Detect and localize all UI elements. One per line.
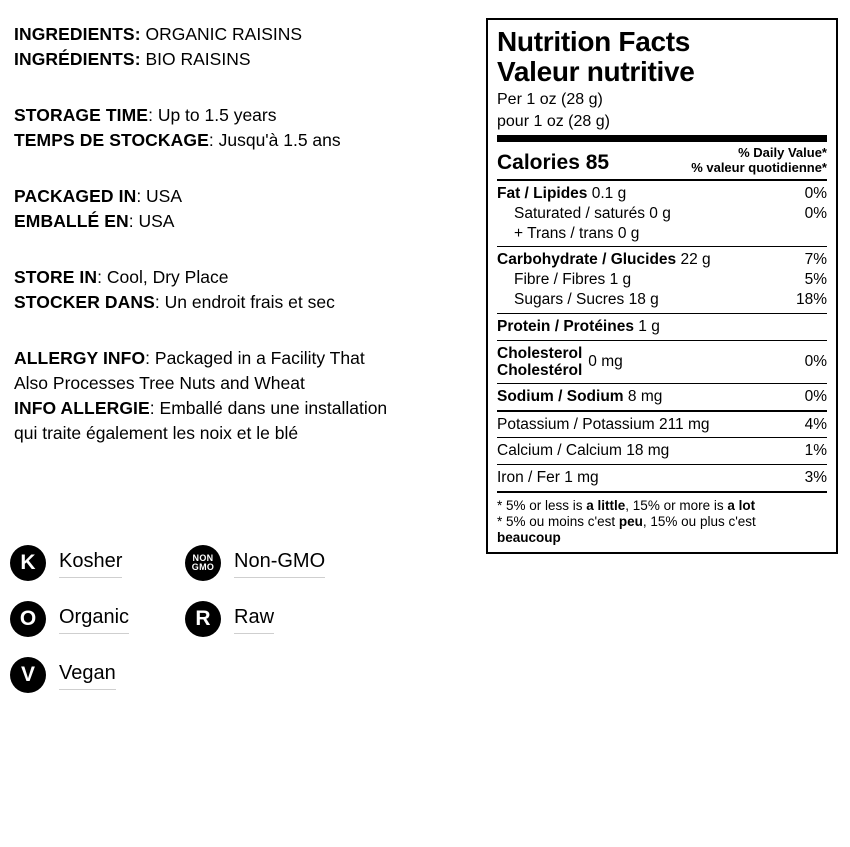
nutrient-row-calcium: [497, 441, 827, 461]
footnote-fr-part2: , 15% ou plus c'est: [642, 513, 756, 529]
nutrient-label: Potassium / Potassium: [497, 415, 655, 433]
nutrient-dv: 4%: [804, 415, 827, 433]
nutrient-label: + Trans / trans: [514, 224, 614, 242]
info-value: ORGANIC RAISINS: [140, 24, 303, 44]
vegan-badge-icon: V: [10, 657, 46, 693]
nutrient-label: Carbohydrate / Glucides: [497, 251, 677, 269]
nutrient-name: [514, 225, 819, 243]
nutrient-amount: 1 mg: [564, 469, 599, 487]
calories-row: [497, 145, 827, 176]
daily-value-header-fr: % valeur quotidienne*: [691, 160, 827, 175]
badge-row: [10, 657, 470, 693]
calories-label: Calories 85: [497, 150, 610, 174]
info-value: : Cool, Dry Place: [97, 267, 229, 287]
info-label: ALLERGY INFO: [14, 348, 146, 368]
storage-time-block: [14, 103, 469, 153]
info-value: : USA: [128, 211, 175, 231]
nutrient-amount: 0.1 g: [591, 185, 627, 202]
nutrient-name: [514, 271, 797, 289]
nutrient-amount: 1 g: [609, 271, 632, 289]
info-label: STORAGE TIME: [14, 105, 149, 125]
nutrient-dv: 0%: [804, 185, 827, 202]
ingredients-block: [14, 22, 469, 72]
nutrient-row-cholesterol: [497, 344, 827, 380]
kosher-badge: [10, 545, 185, 581]
divider-thin: [497, 313, 827, 314]
info-line: [14, 103, 469, 128]
divider-thin: [497, 383, 827, 384]
info-value: : Jusqu'à 1.5 ans: [208, 130, 341, 150]
nutrient-label: Sodium / Sodium: [497, 387, 624, 405]
nutrient-name: [497, 416, 797, 434]
nutrient-amount: 22 g: [680, 251, 711, 269]
footnote-en-bold1: a little: [586, 497, 626, 513]
info-label: STORE IN: [14, 267, 98, 287]
nutrient-name: [514, 291, 788, 309]
info-value: : Emballé dans une installation: [149, 398, 388, 418]
nutrient-name: [497, 388, 797, 406]
badge-label: Vegan: [59, 660, 116, 690]
info-value: : Un endroit frais et sec: [154, 292, 335, 312]
info-label: EMBALLÉ EN: [14, 211, 129, 231]
nutrient-label: Iron / Fer: [497, 469, 560, 487]
info-label: INGRÉDIENTS:: [14, 49, 141, 69]
nutrient-name: [497, 345, 582, 379]
badge-label: Organic: [59, 604, 129, 634]
info-line: [14, 22, 469, 47]
nutrient-row-sugars: [497, 290, 827, 310]
nutrient-row-carbohydrate: [497, 250, 827, 270]
info-line: [14, 209, 469, 234]
nutrient-dv: 1%: [804, 442, 827, 460]
nutrient-amount: 0 g: [649, 204, 671, 222]
badge-label: Kosher: [59, 548, 122, 578]
nutrient-dv: 0%: [804, 387, 827, 405]
nutrient-dv: 3%: [804, 469, 827, 487]
info-label: INFO ALLERGIE: [14, 398, 150, 418]
info-label: TEMPS DE STOCKAGE: [14, 130, 209, 150]
info-value: Also Processes Tree Nuts and Wheat: [14, 373, 305, 393]
footnote-en-part1: * 5% or less is: [497, 497, 587, 513]
info-line: [14, 396, 469, 421]
spacer: [14, 254, 469, 265]
nutrient-dv: 0%: [804, 204, 827, 222]
nutrient-amount: 8 mg: [627, 387, 663, 405]
packaged-in-block: [14, 184, 469, 234]
allergy-info-block: [14, 346, 469, 446]
nutrient-label: Fat / Lipides: [497, 185, 588, 202]
badge-label: Non-GMO: [234, 548, 325, 578]
certification-badges: [10, 545, 470, 713]
non-gmo-bottom: GMO: [191, 562, 215, 572]
nutrient-row-fat: [497, 184, 827, 204]
divider-thin: [497, 464, 827, 465]
nutrient-amount: 18 g: [628, 291, 659, 309]
nutrient-dv: 5%: [804, 271, 827, 289]
nutrient-row-trans: [497, 224, 827, 244]
nutrient-amount: 18 mg: [626, 442, 670, 460]
info-label: INGREDIENTS:: [14, 24, 141, 44]
spacer: [14, 335, 469, 346]
info-label: PACKAGED IN: [14, 186, 137, 206]
nutrient-name: [497, 469, 797, 487]
footnote-fr-part3: beaucoup: [497, 529, 561, 545]
nutrient-amount: 1 g: [638, 317, 660, 335]
non-gmo-badge: [185, 545, 325, 581]
footnote-en-bold2: a lot: [727, 497, 756, 513]
info-line: [14, 128, 469, 153]
store-in-block: [14, 265, 469, 315]
divider-thick: [497, 135, 827, 142]
nutrient-name: [514, 205, 797, 223]
nutrient-label: Fibre / Fibres: [514, 271, 606, 289]
cholesterol-label-en: Cholesterol: [497, 344, 583, 362]
raw-badge-icon: R: [185, 601, 221, 637]
serving-size-en: Per 1 oz (28 g): [497, 91, 603, 108]
nutrient-label: Saturated / saturés: [514, 204, 645, 222]
spacer: [14, 92, 469, 103]
nutrition-title-en: Nutrition Facts: [497, 26, 691, 57]
info-label: STOCKER DANS: [14, 292, 155, 312]
nutrition-title-fr: Valeur nutritive: [497, 56, 695, 87]
divider-medium: [497, 491, 827, 493]
nutrient-row-potassium: [497, 415, 827, 435]
nutrient-name: [497, 318, 819, 336]
nutrient-name: [497, 185, 797, 203]
organic-badge-icon: O: [10, 601, 46, 637]
nutrition-facts-panel: [486, 18, 838, 554]
badge-label: Raw: [234, 604, 274, 634]
nutrient-label: Protein / Protéines: [497, 317, 634, 335]
divider-medium: [497, 179, 827, 181]
non-gmo-top: NON: [192, 553, 214, 563]
info-line: [14, 184, 469, 209]
info-value: : Packaged in a Facility That: [145, 348, 365, 368]
info-line: [14, 290, 469, 315]
info-line: [14, 346, 469, 371]
nutrient-row-sodium: [497, 387, 827, 407]
daily-value-header-en: % Daily Value*: [738, 145, 827, 160]
raw-badge: [185, 601, 274, 637]
serving-size-fr: pour 1 oz (28 g): [497, 113, 610, 130]
nutrient-label: Sugars / Sucres: [514, 291, 625, 309]
spacer: [14, 173, 469, 184]
divider-thin: [497, 246, 827, 247]
divider-medium: [497, 410, 827, 412]
info-value: : USA: [136, 186, 183, 206]
nutrient-row-fibre: [497, 270, 827, 290]
nutrient-amount: 0 g: [617, 224, 640, 242]
organic-badge: [10, 601, 185, 637]
non-gmo-badge-icon: [185, 545, 221, 581]
nutrient-amount: 0 mg: [588, 352, 623, 370]
vegan-badge: [10, 657, 185, 693]
nutrient-label: Calcium / Calcium: [497, 442, 622, 460]
nutrient-row-protein: [497, 317, 827, 337]
nutrient-row-saturated: [497, 204, 827, 224]
footnote-en: [497, 498, 827, 514]
nutrient-row-iron: [497, 468, 827, 488]
badge-row: [10, 545, 470, 581]
kosher-badge-icon: K: [10, 545, 46, 581]
info-value: : Up to 1.5 years: [148, 105, 277, 125]
info-line: [14, 371, 469, 396]
cholesterol-label-fr: Cholestérol: [497, 361, 583, 379]
daily-value-header: [691, 145, 827, 175]
nutrient-name: [497, 442, 797, 460]
nutrient-dv: 7%: [804, 251, 827, 269]
divider-thin: [497, 437, 827, 438]
info-line: [14, 47, 469, 72]
footnote-fr: [497, 514, 827, 530]
footnote-en-part2: , 15% or more is: [625, 497, 728, 513]
info-line: [14, 265, 469, 290]
divider-thin: [497, 340, 827, 341]
nutrient-dv: 18%: [795, 291, 827, 309]
nutrition-footnote: [497, 496, 827, 546]
info-value: BIO RAISINS: [140, 49, 251, 69]
info-line: [14, 421, 469, 446]
footnote-fr-part1: * 5% ou moins c'est: [497, 513, 619, 529]
info-value: qui traite également les noix et le blé: [14, 423, 299, 443]
product-info-column: [14, 22, 469, 466]
footnote-fr-bold1: peu: [618, 513, 643, 529]
nutrient-dv: 0%: [804, 352, 827, 370]
nutrient-amount: 211 mg: [658, 415, 710, 433]
nutrient-name: [497, 251, 797, 269]
badge-row: [10, 601, 470, 637]
